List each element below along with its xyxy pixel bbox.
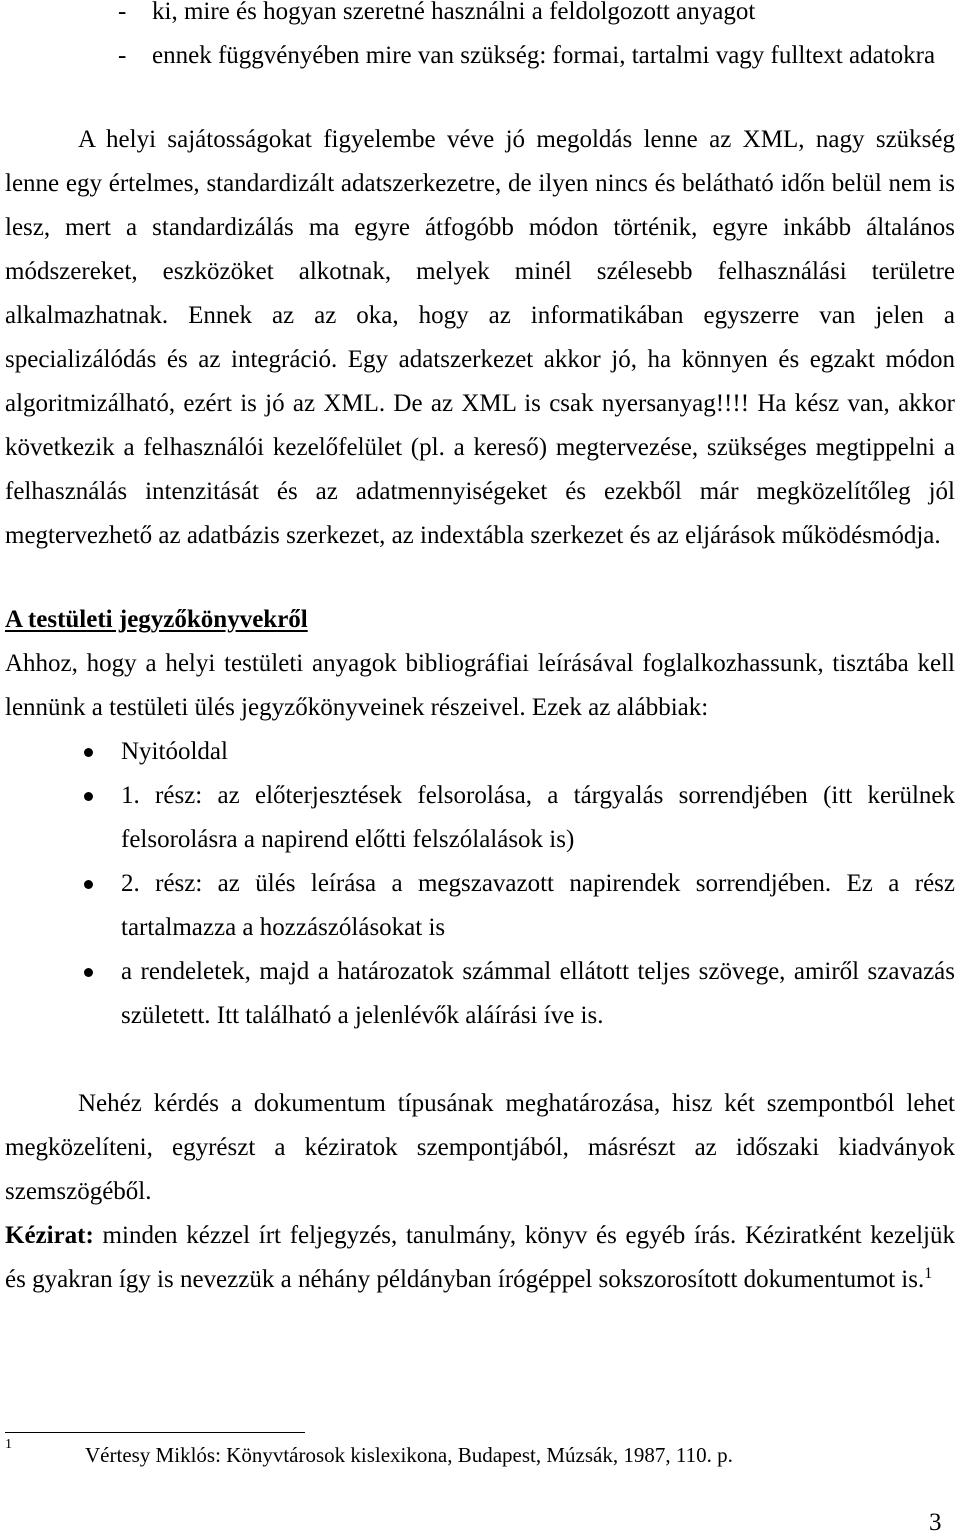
dash-marker: -	[118, 0, 127, 25]
bullet-list	[121, 730, 955, 1038]
bullet-icon	[84, 968, 93, 977]
section-heading: A testületi jegyzőkönyvekről	[5, 606, 308, 633]
text-line: Nehéz kérdés a dokumentum típusának meghatározása, hisz két szempontból lehet	[78, 1090, 955, 1117]
text-line: alkalmazhatnak. Ennek az az oka, hogy az informatikában egyszerre van jelen a	[5, 302, 955, 329]
bullet-list-item	[121, 950, 955, 1038]
bullet-list-item	[121, 862, 955, 950]
bullet-icon	[84, 748, 93, 757]
text-line: Nyitóoldal	[121, 738, 228, 765]
definition-line	[5, 1214, 955, 1258]
text-line: 1. rész: az előterjesztések felsorolása, a tárgyalás sorrendjében (itt kerülnek	[121, 782, 955, 809]
bullet-list-item	[121, 730, 955, 774]
text-line: lennünk a testületi ülés jegyzőkönyveinek részeivel. Ezek az alábbiak:	[5, 694, 709, 721]
text-line: megközelíteni, egyrészt a kéziratok szempontjából, másrészt az időszaki kiadványok	[5, 1134, 955, 1161]
text-line: született. Itt található a jelenlévők aláírási íve is.	[121, 1002, 604, 1029]
footnote-separator	[5, 1432, 305, 1433]
text-line: megtervezhető az adatbázis szerkezet, az indextábla szerkezet és az eljárások működésmódja.	[5, 522, 941, 549]
footnote-reference[interactable]: 1	[924, 1265, 933, 1282]
definition-term: Kézirat:	[5, 1222, 94, 1249]
bullet-icon	[84, 792, 93, 801]
paragraph	[5, 118, 955, 558]
text-line: lesz, mert a standardizálás ma egyre átfogóbb módon történik, egyre inkább általános	[5, 214, 955, 241]
footnote-marker: 1	[5, 1437, 12, 1452]
text-line: felhasználás intenzitását és az adatmennyiségeket és ezekből már megközelítőleg jól	[5, 478, 955, 505]
bullet-list-item	[121, 774, 955, 862]
dash-item-text: ennek függvényében mire van szükség: formai, tartalmi vagy fulltext adatokra	[152, 42, 936, 69]
text-line: tartalmazza a hozzászólásokat is	[121, 914, 446, 941]
definition-text: és gyakran így is nevezzük a néhány példányban írógéppel sokszorosított dokumentumot is.	[5, 1266, 925, 1293]
text-line: a rendeletek, majd a határozatok számmal ellátott teljes szövege, amiről szavazás	[121, 958, 955, 985]
dash-list-item	[0, 34, 960, 78]
text-line: A helyi sajátosságokat figyelembe véve jó megoldás lenne az XML, nagy szükség	[78, 126, 955, 153]
text-line: szemszögéből.	[5, 1178, 152, 1205]
definition-line	[5, 1258, 955, 1302]
footnote-text: Vértesy Miklós: Könyvtárosok kislexikona, Budapest, Múzsák, 1987, 110. p.	[85, 1443, 733, 1467]
text-line: módszereket, eszközöket alkotnak, melyek minél szélesebb felhasználási területre	[5, 258, 955, 285]
definition-text: minden kézzel írt feljegyzés, tanulmány, könyv és egyéb írás. Kéziratként kezeljük	[102, 1222, 955, 1249]
text-line: algoritmizálható, ezért is jó az XML. De az XML is csak nyersanyag!!!! Ha kész van, akkor	[5, 390, 955, 417]
text-line: lenne egy értelmes, standardizált adatszerkezetre, de ilyen nincs és belátható időn belül nem is	[5, 170, 955, 197]
section	[5, 598, 955, 730]
text-line: specializálódás és az integráció. Egy adatszerkezet akkor jó, ha könnyen és egzakt módon	[5, 346, 955, 373]
text-line: Ahhoz, hogy a helyi testületi anyagok bibliográfiai leírásával foglalkozhassunk, tisztába kell	[5, 650, 955, 677]
page-number: 3	[929, 1509, 942, 1536]
dash-list-item	[0, 0, 960, 34]
dash-list	[0, 0, 960, 78]
dash-marker: -	[118, 42, 127, 69]
text-line: 2. rész: az ülés leírása a megszavazott napirendek sorrendjében. Ez a rész	[121, 870, 955, 897]
text-line: következik a felhasználói kezelőfelület (pl. a kereső) megtervezése, szükséges megtippelni a	[5, 434, 955, 461]
bullet-icon	[84, 880, 93, 889]
text-line: felsorolásra a napirend előtti felszólalások is)	[121, 826, 575, 853]
dash-item-text: ki, mire és hogyan szeretné használni a feldolgozott anyagot	[152, 0, 756, 25]
paragraph	[5, 1082, 955, 1302]
